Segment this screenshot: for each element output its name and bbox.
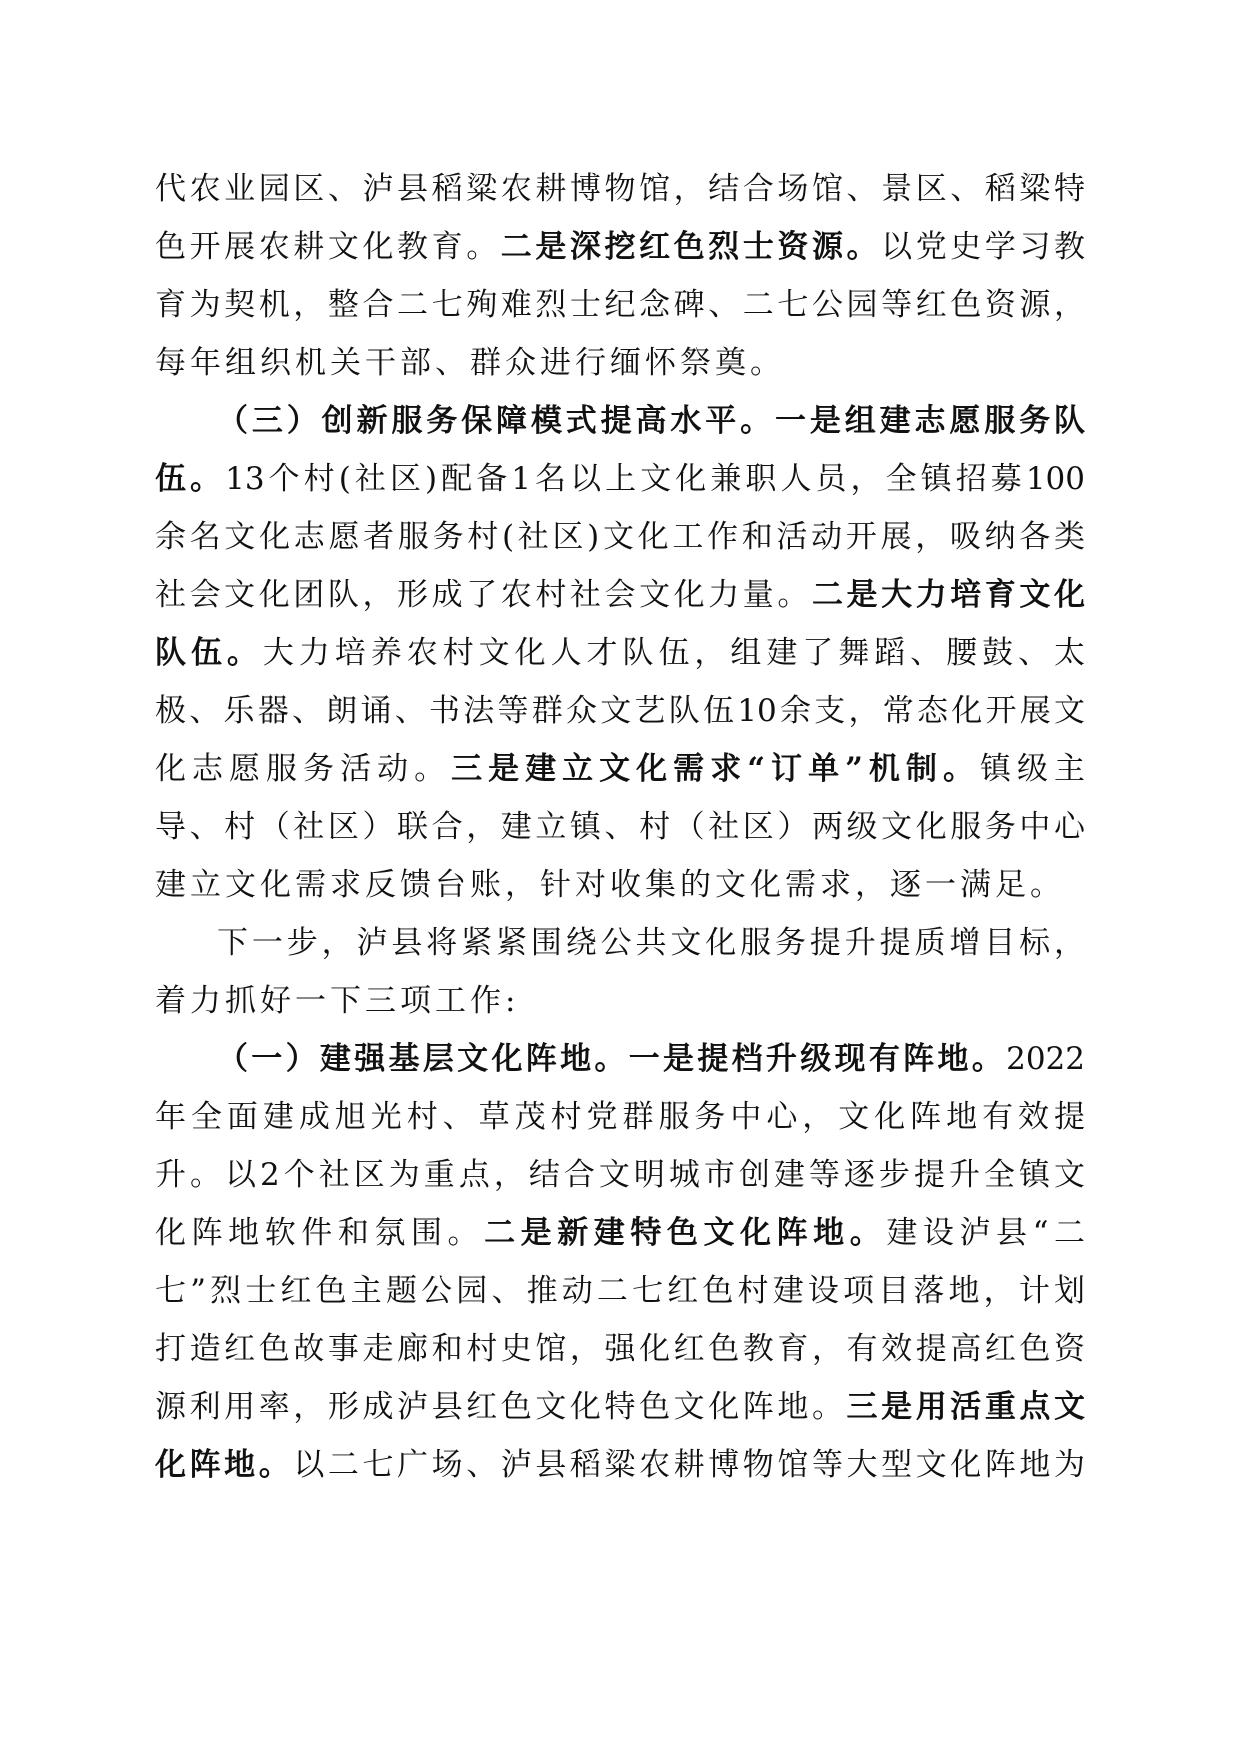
text-segment: 极、乐器、朗诵、书法等群众文艺队伍10余支，常态化开展文 <box>155 693 1085 729</box>
text-segment: 以二七广场、泸县稻粱农耕博物馆等大型文化阵地为 <box>293 1447 1086 1483</box>
text-line-22 <box>155 1378 1085 1436</box>
bold-text-segment: 队伍。 <box>155 635 263 671</box>
text-segment: 升。以2个社区为重点，结合文明城市创建等逐步提升全镇文 <box>155 1157 1085 1193</box>
bold-text-segment: 二是新建特色文化阵地。 <box>484 1215 887 1251</box>
text-segment: 化志愿服务活动。 <box>155 751 452 787</box>
text-segment: 导、村（社区）联合，建立镇、村（社区）两级文化服务中心 <box>155 809 1085 845</box>
text-line-1 <box>155 160 1085 218</box>
text-segment: 年全面建成旭光村、草茂村党群服务中心，文化阵地有效提 <box>155 1099 1085 1135</box>
text-segment: 打造红色故事走廊和村史馆，强化红色教育，有效提高红色资 <box>155 1331 1085 1367</box>
bold-text-segment: 伍。 <box>155 461 226 497</box>
text-segment: 每年组织机关干部、群众进行缅怀祭奠。 <box>155 345 785 381</box>
text-segment: 镇级主 <box>979 751 1085 787</box>
text-line-6 <box>155 450 1085 508</box>
text-segment: 育为契机，整合二七殉难烈士纪念碑、二七公园等红色资源， <box>155 287 1085 323</box>
text-line-9 <box>155 624 1085 682</box>
text-line-21 <box>155 1320 1085 1378</box>
text-line-15 <box>155 972 1085 1030</box>
bold-text-segment: （三）创新服务保障模式提高水平。一是组建志愿服务队 <box>217 403 1085 439</box>
text-segment: 余名文化志愿者服务村(社区)文化工作和活动开展，吸纳各类 <box>155 519 1085 555</box>
text-segment: 以党史学习教 <box>881 229 1086 265</box>
text-segment: 下一步，泸县将紧紧围绕公共文化服务提升提质增目标， <box>217 925 1085 961</box>
text-line-11 <box>155 740 1085 798</box>
text-line-13 <box>155 856 1085 914</box>
text-line-4 <box>155 334 1085 392</box>
text-line-17 <box>155 1088 1085 1146</box>
text-segment: 着力抓好一下三项工作: <box>155 983 520 1019</box>
bold-text-segment: 三是用活重点文 <box>846 1389 1086 1425</box>
text-segment: 源利用率，形成泸县红色文化特色文化阵地。 <box>155 1389 847 1425</box>
text-line-14 <box>217 914 1085 972</box>
text-segment: 代农业园区、泸县稻粱农耕博物馆，结合场馆、景区、稻粱特 <box>155 171 1085 207</box>
text-line-19 <box>155 1204 1085 1262</box>
text-line-3 <box>155 276 1085 334</box>
text-line-7 <box>155 508 1085 566</box>
text-segment: 2022 <box>1006 1041 1085 1077</box>
text-line-23 <box>155 1436 1085 1494</box>
bold-text-segment: 二是大力培育文化 <box>811 577 1086 613</box>
bold-text-segment: 化阵地。 <box>155 1447 294 1483</box>
text-line-5 <box>217 392 1085 450</box>
text-segment: 色开展农耕文化教育。 <box>155 229 501 265</box>
text-segment: 建立文化需求反馈台账，针对收集的文化需求，逐一满足。 <box>155 867 1065 903</box>
bold-text-segment: 三是建立文化需求“订单”机制。 <box>451 751 980 787</box>
text-line-18 <box>155 1146 1085 1204</box>
text-segment: 大力培养农村文化人才队伍，组建了舞蹈、腰鼓、太 <box>262 635 1086 671</box>
text-segment: 社会文化团队，形成了农村社会文化力量。 <box>155 577 812 613</box>
bold-text-segment: （一）建强基层文化阵地。一是提档升级现有阵地。 <box>217 1041 1007 1077</box>
text-segment: 13个村(社区)配备1名以上文化兼职人员，全镇招募100 <box>225 461 1086 497</box>
bold-text-segment: 二是深挖红色烈士资源。 <box>500 229 882 265</box>
text-line-8 <box>155 566 1085 624</box>
text-segment: 建设泸县“二 <box>886 1215 1086 1251</box>
text-line-10 <box>155 682 1085 740</box>
text-segment: 化阵地软件和氛围。 <box>155 1215 485 1251</box>
text-line-2 <box>155 218 1085 276</box>
text-line-12 <box>155 798 1085 856</box>
text-segment: 七”烈士红色主题公园、推动二七红色村建设项目落地，计划 <box>155 1273 1085 1309</box>
text-line-16 <box>217 1030 1085 1088</box>
text-line-20 <box>155 1262 1085 1320</box>
